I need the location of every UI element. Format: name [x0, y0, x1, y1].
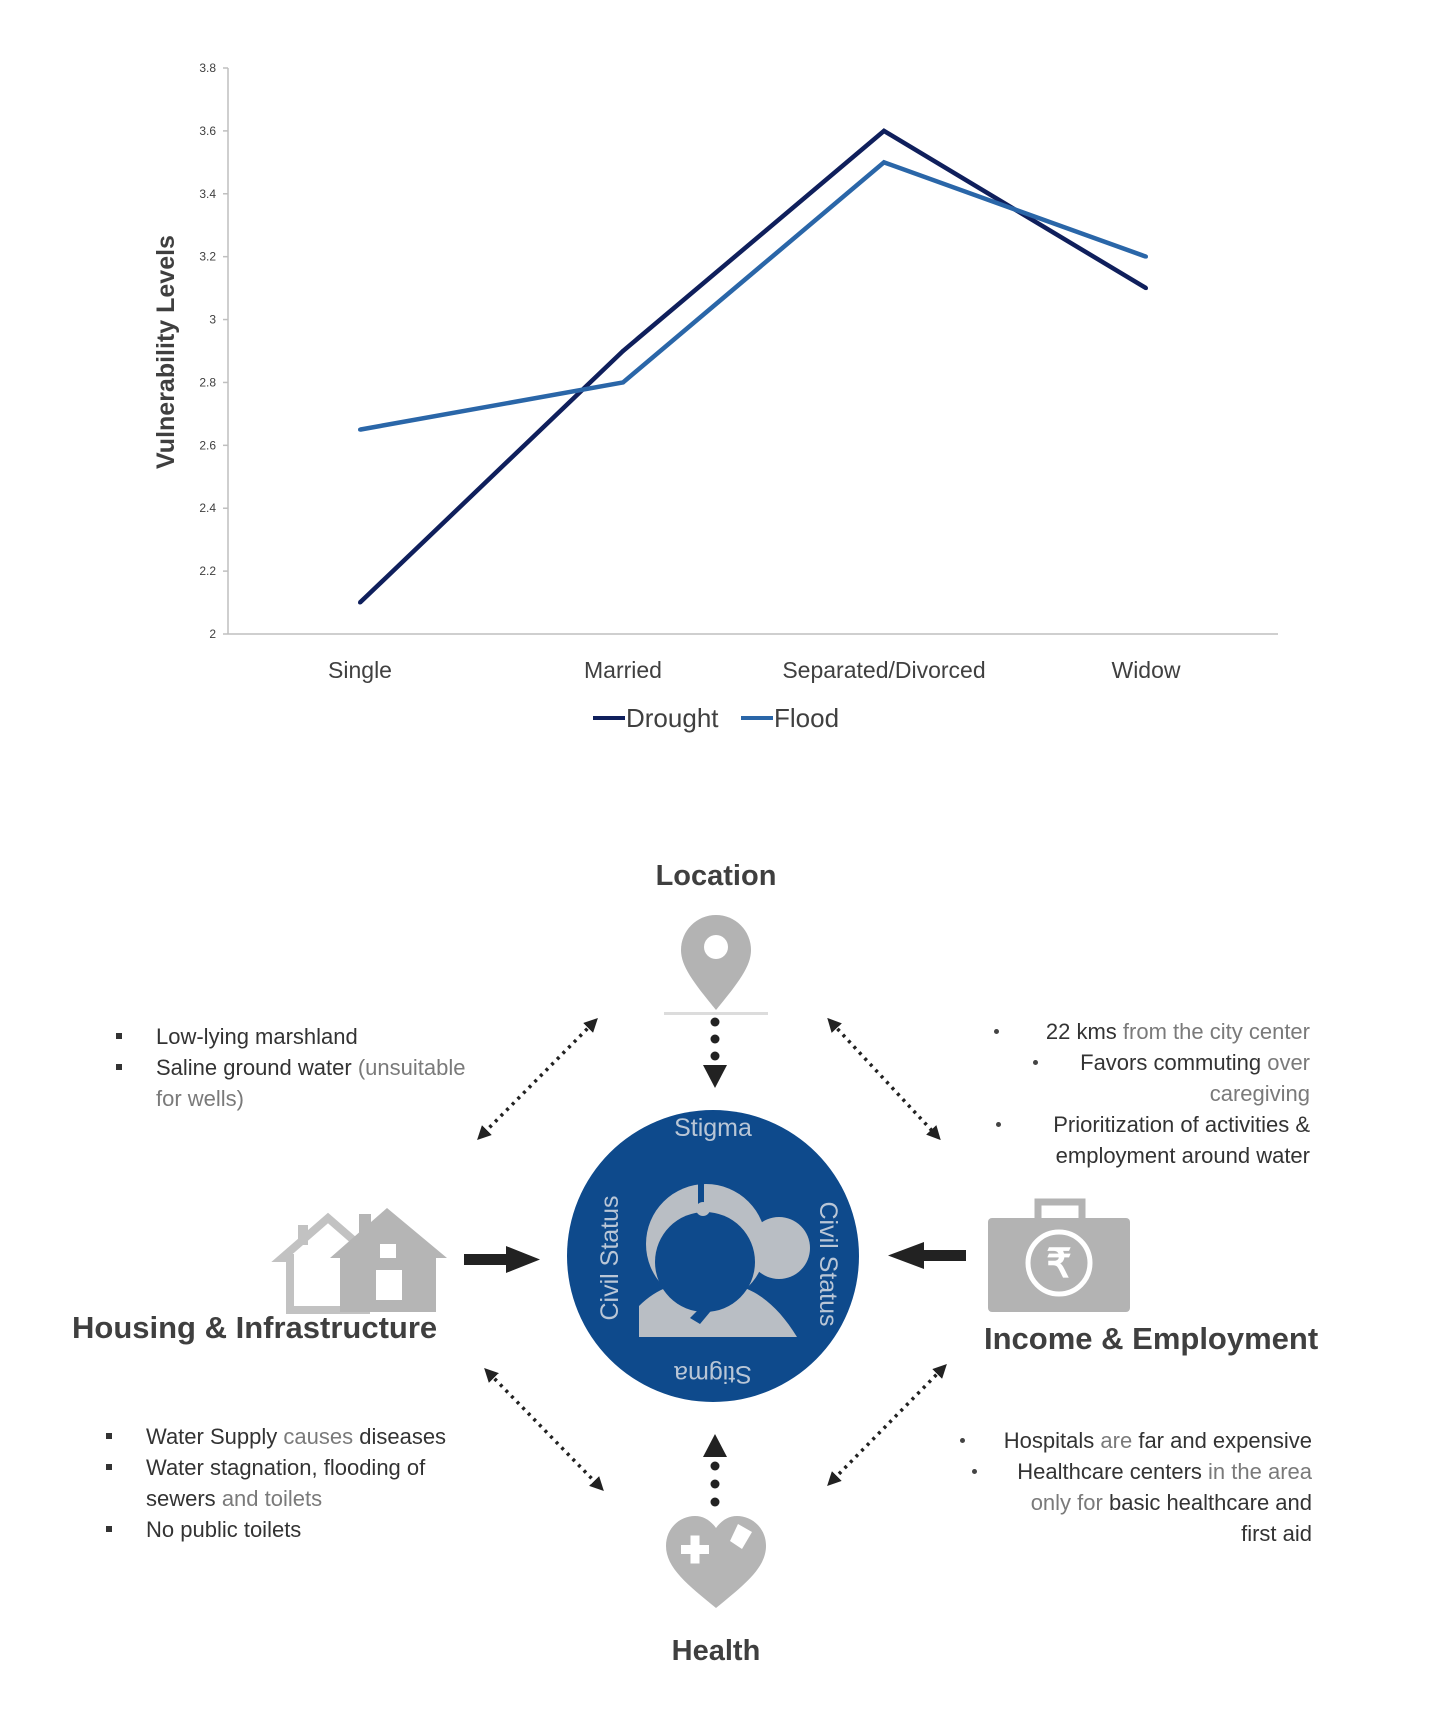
y-tick-label: 2.4 — [199, 501, 216, 516]
list-item — [900, 1456, 1312, 1487]
income-label: Income & Employment — [984, 1321, 1319, 1356]
note-text: Hospitals — [1003, 1428, 1095, 1453]
dotted-arrow-from-location — [703, 1018, 727, 1089]
house-icon — [282, 1208, 447, 1312]
note-text: only for — [1030, 1490, 1103, 1515]
housing-label: Housing & Infrastructure — [72, 1310, 438, 1345]
note-text: causes — [283, 1424, 354, 1449]
list-item — [900, 1109, 1310, 1140]
note-text: diseases — [359, 1424, 447, 1449]
note-text: caregiving — [1209, 1081, 1310, 1106]
y-tick-label: 2.6 — [199, 438, 216, 453]
x-tick-label: Widow — [1111, 657, 1181, 683]
note-text: first aid — [1241, 1521, 1312, 1546]
legend-label-flood: Flood — [774, 703, 840, 733]
note-text: over — [1267, 1050, 1310, 1075]
heart-health-icon — [666, 1516, 766, 1608]
list-item — [900, 1047, 1310, 1078]
location-label: Location — [655, 860, 777, 892]
y-tick-label: 3 — [209, 312, 216, 327]
y-tick-label: 2.2 — [199, 564, 216, 579]
housing-notes — [104, 1421, 524, 1545]
note-text: for wells) — [156, 1086, 245, 1111]
health-notes — [900, 1425, 1312, 1549]
note-text: 22 kms — [1045, 1019, 1117, 1044]
note-text: No public toilets — [146, 1517, 302, 1542]
x-tick-label: Married — [584, 657, 662, 683]
location-notes — [114, 1021, 514, 1114]
health-label: Health — [671, 1635, 761, 1667]
dotted-arrow-from-health — [703, 1434, 727, 1507]
note-text: basic healthcare and — [1108, 1490, 1312, 1515]
note-text: Favors commuting — [1080, 1050, 1262, 1075]
list-item — [114, 1052, 514, 1083]
note-text: Water stagnation, flooding of — [146, 1455, 426, 1480]
note-text: Prioritization of activities & — [1053, 1112, 1310, 1137]
note-text: in the area — [1208, 1459, 1312, 1484]
list-item — [900, 1016, 1310, 1047]
y-tick-label: 3.2 — [199, 249, 216, 264]
list-item — [900, 1518, 1312, 1549]
location-pin-icon — [664, 915, 768, 1015]
y-tick-label: 3.6 — [199, 123, 216, 138]
note-text: Healthcare centers — [1017, 1459, 1202, 1484]
stigma-circle — [567, 1110, 859, 1402]
civil-status-left-label: Civil Status — [596, 1195, 624, 1321]
x-tick-label: Single — [328, 657, 392, 683]
note-text: far and expensive — [1138, 1428, 1312, 1453]
list-item — [104, 1452, 524, 1483]
income-notes — [900, 1016, 1310, 1171]
svg-text:₹: ₹ — [1046, 1242, 1072, 1286]
solid-arrow-from-income — [888, 1242, 966, 1269]
list-item — [900, 1078, 1310, 1109]
y-tick-label: 2.8 — [199, 375, 216, 390]
list-item — [900, 1487, 1312, 1518]
x-tick-label: Separated/Divorced — [782, 657, 986, 683]
civil-status-right-label: Civil Status — [814, 1201, 842, 1327]
y-tick-label: 3.8 — [199, 61, 216, 75]
stigma-top-label: Stigma — [674, 1114, 752, 1142]
y-axis-label: Vulnerability Levels — [152, 235, 180, 469]
note-text: Low-lying marshland — [156, 1024, 358, 1049]
y-tick-label: 3.4 — [199, 186, 216, 201]
note-text: sewers — [146, 1486, 216, 1511]
list-item — [104, 1483, 524, 1514]
list-item — [104, 1421, 524, 1452]
solid-arrow-from-housing — [464, 1246, 540, 1273]
list-item — [104, 1514, 524, 1545]
list-item — [900, 1140, 1310, 1171]
list-item — [114, 1021, 514, 1052]
note-text: Water Supply — [146, 1424, 278, 1449]
note-text: are — [1100, 1428, 1133, 1453]
y-tick-label: 2 — [209, 627, 216, 641]
stigma-bottom-label: Stigma — [674, 1360, 752, 1388]
list-item — [114, 1083, 514, 1114]
note-text: (unsuitable — [357, 1055, 466, 1080]
list-item — [900, 1425, 1312, 1456]
note-text: from the city center — [1122, 1019, 1310, 1044]
note-text: employment around water — [1055, 1143, 1310, 1168]
note-text: Saline ground water — [156, 1055, 352, 1080]
legend-label-drought: Drought — [626, 703, 719, 733]
briefcase-rupee-icon — [988, 1202, 1130, 1312]
note-text: and toilets — [221, 1486, 323, 1511]
